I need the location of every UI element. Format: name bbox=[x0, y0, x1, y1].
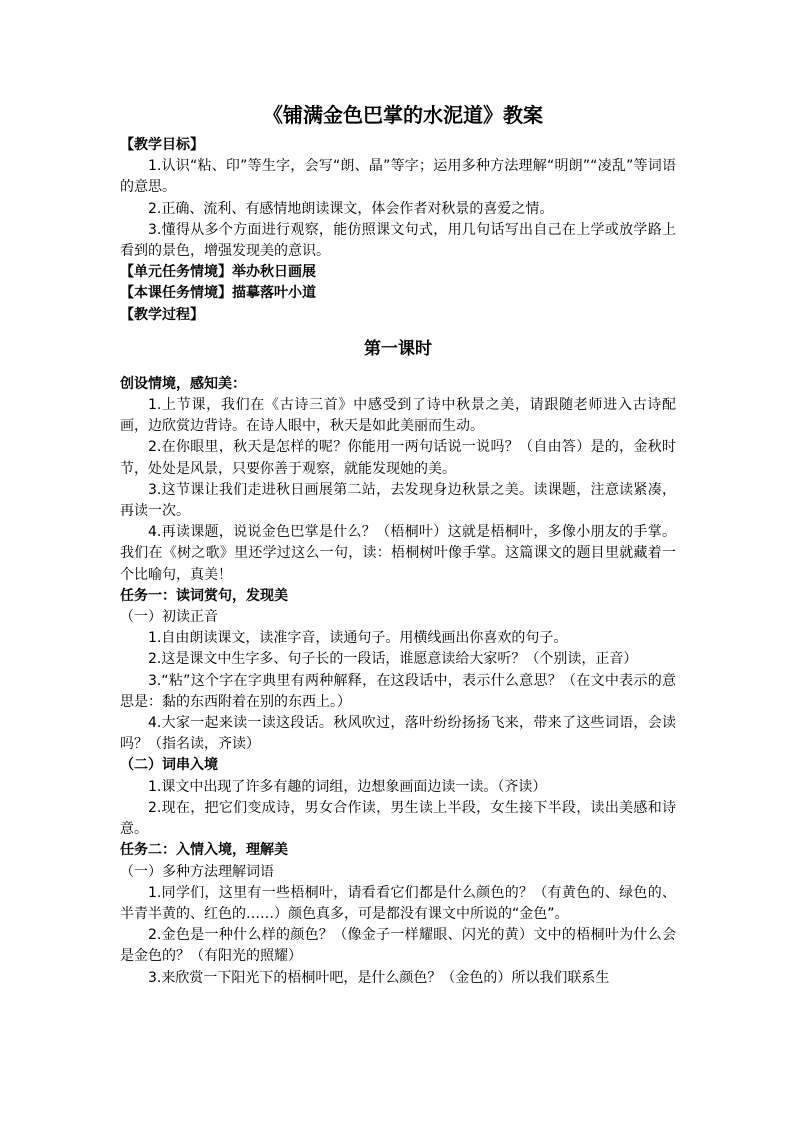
paragraph: 1.同学们，这里有一些梧桐叶，请看看它们都是什么颜色的？（有黄色的、绿色的、半青半黄的、红色的……）颜色真多，可是都没有课文中所说的“金色”。 bbox=[120, 884, 676, 922]
paragraph: 1.上节课，我们在《古诗三首》中感受到了诗中秋景之美，请跟随老师进入古诗配画，边欣赏边背诗。在诗人眼中，秋天是如此美丽而生动。 bbox=[120, 397, 676, 435]
lesson-plan-page bbox=[120, 100, 676, 989]
task-heading: 任务一：读词赏句，发现美 bbox=[120, 587, 288, 604]
lesson-task-value: 描摹落叶小道 bbox=[232, 285, 316, 302]
paragraph: 4.再读课题，说说金色巴掌是什么？（梧桐叶）这就是梧桐叶，多像小朋友的手掌。我们在《树之歌》里还学过这么一句，读：梧桐树叶像手掌。这篇课文的题目里就藏着一个比喻句，真美！ bbox=[120, 524, 676, 583]
paragraph: 3.来欣赏一下阳光下的梧桐叶吧，是什么颜色？（金色的）所以我们联系生 bbox=[148, 969, 610, 986]
unit-task-value: 举办秋日画展 bbox=[232, 264, 316, 281]
paragraph: 2.这是课文中生字多、句子长的一段话，谁愿意读给大家听？（个别读，正音） bbox=[148, 651, 638, 668]
period-title: 第一课时 bbox=[364, 338, 432, 359]
paragraph: 1.自由朗读课文，读准字音，读通句子。用横线画出你喜欢的句子。 bbox=[148, 630, 568, 647]
section-heading: 创设情境，感知美： bbox=[120, 375, 246, 392]
document-title: 《铺满金色巴掌的水泥道》教案 bbox=[263, 103, 543, 127]
goals-heading: 【教学目标】 bbox=[120, 137, 204, 153]
unit-task-line bbox=[120, 262, 676, 283]
goal-item: 3.懂得从多个方面进行观察，能仿照课文句式，用几句话写出自己在上学或放学路上看到的景色，增强发现美的意识。 bbox=[120, 221, 676, 260]
lesson-task-label: 【本课任务情境】 bbox=[120, 285, 232, 302]
goal-item: 2.正确、流利、有感情地朗读课文，体会作者对秋景的喜爱之情。 bbox=[148, 200, 554, 217]
process-heading: 【教学过程】 bbox=[120, 306, 204, 323]
unit-task-label: 【单元任务情境】 bbox=[120, 264, 232, 281]
paragraph: 1.课文中出现了许多有趣的词组，边想象画面边读一读。（齐读） bbox=[148, 778, 547, 795]
task-heading: 任务二：入情入境，理解美 bbox=[120, 842, 288, 859]
lesson-task-line bbox=[120, 283, 676, 304]
paragraph: 3.“粘”这个字在字典里有两种解释，在这段话中，表示什么意思？（在文中表示的意思是：黏的东西附着在别的东西上。） bbox=[120, 672, 676, 710]
subsection-heading: （一）多种方法理解词语 bbox=[120, 863, 274, 880]
subsection-heading: （一）初读正音 bbox=[120, 609, 218, 626]
paragraph: 2.现在，把它们变成诗，男女合作读，男生读上半段，女生接下半段，读出美感和诗意。 bbox=[120, 799, 676, 838]
paragraph: 4.大家一起来读一读这段话。秋风吹过，落叶纷纷扬扬飞来，带来了这些词语，会读吗？（指名读，齐读） bbox=[120, 715, 676, 753]
paragraph: 2.在你眼里，秋天是怎样的呢？你能用一两句话说一说吗？（自由答）是的，金秋时节，处处是风景，只要你善于观察，就能发现她的美。 bbox=[120, 439, 676, 477]
goal-item: 1.认识“粘、印”等生字，会写“朗、晶”等字；运用多种方法理解“明朗”“凌乱”等词语的意思。 bbox=[120, 158, 676, 196]
subsection-heading: （二）词串入境 bbox=[120, 757, 218, 774]
paragraph: 2.金色是一种什么样的颜色？（像金子一样耀眼、闪光的黄）文中的梧桐叶为什么会是金色的？（有阳光的照耀） bbox=[120, 927, 676, 965]
paragraph: 3.这节课让我们走进秋日画展第二站，去发现身边秋景之美。读课题，注意读紧凑，再读一次。 bbox=[120, 481, 676, 520]
